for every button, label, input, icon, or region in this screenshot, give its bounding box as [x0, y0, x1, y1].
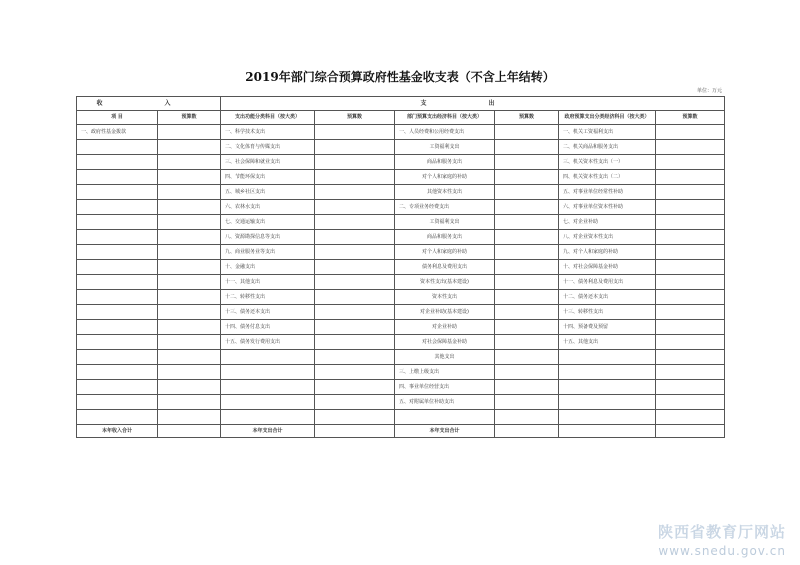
budget-value: [656, 215, 725, 230]
budget-value: [495, 140, 559, 155]
table-row: [77, 320, 725, 335]
income-item: [77, 185, 158, 200]
budget-value: [656, 125, 725, 140]
table-row: [77, 215, 725, 230]
gov-econ-item: [559, 350, 656, 365]
income-item: [77, 290, 158, 305]
budget-value: [158, 140, 221, 155]
budget-value: [315, 275, 395, 290]
income-item: [77, 215, 158, 230]
income-item: [77, 200, 158, 215]
budget-value: [158, 335, 221, 350]
budget-value: [495, 290, 559, 305]
budget-value: [656, 380, 725, 395]
dept-econ-item: 工资福利支出: [395, 215, 495, 230]
table-row: [77, 395, 725, 410]
budget-value: [495, 155, 559, 170]
budget-value: [158, 380, 221, 395]
budget-value: [315, 215, 395, 230]
income-total-value: [158, 425, 221, 438]
budget-value: [315, 155, 395, 170]
budget-value: [495, 335, 559, 350]
col-func-header: 支出功能分类科目（按大类）: [221, 111, 315, 125]
budget-table: [76, 96, 725, 438]
budget-value: [495, 350, 559, 365]
budget-value: [495, 170, 559, 185]
gov-econ-item: 九、对个人和家庭的补助: [559, 245, 656, 260]
budget-value: [495, 305, 559, 320]
budget-value: [656, 140, 725, 155]
budget-value: [158, 230, 221, 245]
dept-econ-item: 工资福利支出: [395, 140, 495, 155]
budget-value: [656, 185, 725, 200]
budget-value: [656, 335, 725, 350]
col-gov-econ-header: 政府预算支出分类经济科目（按大类）: [559, 111, 656, 125]
gov-econ-item: 七、对企业补助: [559, 215, 656, 230]
empty-cell: [656, 425, 725, 438]
gov-econ-item: [559, 395, 656, 410]
budget-value: [315, 200, 395, 215]
func-item: [221, 365, 315, 380]
income-total-label: 本年收入合计: [77, 425, 158, 438]
budget-value: [656, 305, 725, 320]
dept-econ-item: 对社会保障基金补助: [395, 335, 495, 350]
income-item: [77, 140, 158, 155]
budget-value: [656, 275, 725, 290]
income-item: 一、政府性基金拨款: [77, 125, 158, 140]
budget-value: [495, 125, 559, 140]
income-item: [77, 380, 158, 395]
gov-econ-item: 六、对事业单位资本性补助: [559, 200, 656, 215]
budget-value: [656, 410, 725, 425]
gov-econ-item: 五、对事业单位经常性补助: [559, 185, 656, 200]
dept-econ-item: [395, 410, 495, 425]
budget-value: [158, 245, 221, 260]
col-item-header: 项 目: [77, 111, 158, 125]
budget-value: [495, 200, 559, 215]
expense-section-header: [221, 97, 725, 111]
table-row: [77, 350, 725, 365]
budget-value: [495, 230, 559, 245]
budget-value: [495, 395, 559, 410]
income-item: [77, 230, 158, 245]
budget-value: [495, 185, 559, 200]
budget-value: [315, 140, 395, 155]
dept-econ-item: 对企业补助(基本建设): [395, 305, 495, 320]
col-budget-header: 预算数: [495, 111, 559, 125]
dept-econ-item: 二、专项业务经费支出: [395, 200, 495, 215]
func-item: 四、节能环保支出: [221, 170, 315, 185]
budget-value: [495, 260, 559, 275]
gov-econ-item: 十四、预备费及预留: [559, 320, 656, 335]
expense-total-value: [315, 425, 395, 438]
table-row: [77, 275, 725, 290]
income-item: [77, 170, 158, 185]
income-item: [77, 305, 158, 320]
column-header-row: [77, 111, 725, 125]
budget-value: [158, 155, 221, 170]
col-dept-econ-header: 部门预算支出经济科目（按大类）: [395, 111, 495, 125]
budget-value: [315, 260, 395, 275]
table-row: [77, 410, 725, 425]
expense-total-value: [495, 425, 559, 438]
func-item: [221, 410, 315, 425]
func-item: 三、社会保障和就业支出: [221, 155, 315, 170]
func-item: 一、科学技术支出: [221, 125, 315, 140]
budget-value: [158, 290, 221, 305]
budget-value: [656, 155, 725, 170]
func-item: 七、交通运输支出: [221, 215, 315, 230]
budget-value: [656, 245, 725, 260]
budget-value: [315, 305, 395, 320]
budget-value: [315, 410, 395, 425]
col-budget-header: 预算数: [315, 111, 395, 125]
budget-value: [495, 365, 559, 380]
func-item: 五、城乡社区支出: [221, 185, 315, 200]
gov-econ-item: [559, 380, 656, 395]
table-row: [77, 125, 725, 140]
table-row: [77, 305, 725, 320]
func-item: 十三、债务还本支出: [221, 305, 315, 320]
budget-value: [315, 380, 395, 395]
dept-econ-item: 三、上缴上级支出: [395, 365, 495, 380]
dept-econ-item: 资本性支出(基本建设): [395, 275, 495, 290]
table-row: [77, 155, 725, 170]
budget-value: [656, 350, 725, 365]
func-item: [221, 380, 315, 395]
watermark-url: www.snedu.gov.cn: [658, 544, 786, 558]
budget-value: [656, 200, 725, 215]
dept-econ-item: 对个人和家庭的补助: [395, 170, 495, 185]
col-budget-header: 预算数: [656, 111, 725, 125]
budget-value: [315, 245, 395, 260]
budget-value: [656, 260, 725, 275]
table-row: [77, 290, 725, 305]
budget-value: [315, 335, 395, 350]
budget-value: [158, 275, 221, 290]
col-budget-header: 预算数: [158, 111, 221, 125]
budget-value: [495, 320, 559, 335]
income-item: [77, 260, 158, 275]
budget-value: [158, 350, 221, 365]
budget-value: [656, 230, 725, 245]
dept-econ-item: 五、对附属单位补助支出: [395, 395, 495, 410]
income-item: [77, 320, 158, 335]
budget-value: [158, 365, 221, 380]
func-item: [221, 350, 315, 365]
unit-label: 单位：万元: [696, 88, 722, 94]
budget-value: [158, 410, 221, 425]
gov-econ-item: [559, 410, 656, 425]
func-item: 六、农林水支出: [221, 200, 315, 215]
budget-value: [315, 185, 395, 200]
expense-total-label: 本年支出合计: [221, 425, 315, 438]
func-item: 二、文化体育与传媒支出: [221, 140, 315, 155]
budget-value: [315, 230, 395, 245]
table-row: [77, 230, 725, 245]
budget-value: [158, 185, 221, 200]
section-header-row: [77, 97, 725, 111]
watermark-name: 陕西省教育厅网站: [657, 523, 786, 541]
gov-econ-item: 十一、债务利息及费用支出: [559, 275, 656, 290]
gov-econ-item: 四、机关资本性支出（二）: [559, 170, 656, 185]
budget-value: [158, 305, 221, 320]
table-row: [77, 185, 725, 200]
total-row: [77, 425, 725, 438]
dept-econ-item: 四、事业单位经营支出: [395, 380, 495, 395]
page-title: 2019年部门综合预算政府性基金收支表（不含上年结转）: [245, 70, 555, 84]
budget-value: [495, 215, 559, 230]
dept-econ-item: 一、人员经费和公用经费支出: [395, 125, 495, 140]
table-row: [77, 335, 725, 350]
budget-value: [158, 125, 221, 140]
budget-value: [656, 320, 725, 335]
func-item: 八、资源勘探信息等支出: [221, 230, 315, 245]
dept-econ-item: 对企业补助: [395, 320, 495, 335]
gov-econ-item: 十三、转移性支出: [559, 305, 656, 320]
func-item: 十四、债务付息支出: [221, 320, 315, 335]
budget-value: [656, 170, 725, 185]
func-item: [221, 395, 315, 410]
func-item: 十二、转移性支出: [221, 290, 315, 305]
gov-econ-item: 十五、其他支出: [559, 335, 656, 350]
func-item: 十、金融支出: [221, 260, 315, 275]
table-row: [77, 170, 725, 185]
gov-econ-item: [559, 365, 656, 380]
income-item: [77, 155, 158, 170]
budget-value: [315, 170, 395, 185]
budget-value: [495, 245, 559, 260]
gov-econ-item: 一、机关工资福利支出: [559, 125, 656, 140]
gov-econ-item: 十二、债务还本支出: [559, 290, 656, 305]
budget-value: [158, 320, 221, 335]
dept-econ-item: 资本性支出: [395, 290, 495, 305]
func-item: 九、商业服务业等支出: [221, 245, 315, 260]
budget-value: [315, 395, 395, 410]
income-item: [77, 410, 158, 425]
income-section-header: [77, 97, 221, 111]
table-row: [77, 365, 725, 380]
budget-value: [158, 170, 221, 185]
budget-value: [656, 365, 725, 380]
income-item: [77, 350, 158, 365]
gov-econ-item: 三、机关资本性支出（一）: [559, 155, 656, 170]
budget-value: [495, 380, 559, 395]
budget-value: [158, 260, 221, 275]
income-item: [77, 365, 158, 380]
budget-value: [495, 410, 559, 425]
func-item: 十一、其他支出: [221, 275, 315, 290]
dept-econ-item: 商品和服务支出: [395, 155, 495, 170]
gov-econ-item: 二、机关商品和服务支出: [559, 140, 656, 155]
budget-value: [495, 275, 559, 290]
table-row: [77, 140, 725, 155]
gov-econ-item: 十、对社会保障基金补助: [559, 260, 656, 275]
budget-value: [315, 350, 395, 365]
expense-total-label: 本年支出合计: [395, 425, 495, 438]
budget-value: [158, 395, 221, 410]
dept-econ-item: 债务利息及费用支出: [395, 260, 495, 275]
income-item: [77, 275, 158, 290]
expense-label: 支 出: [420, 100, 525, 107]
table-row: [77, 380, 725, 395]
dept-econ-item: 其他支出: [395, 350, 495, 365]
dept-econ-item: 其他资本性支出: [395, 185, 495, 200]
budget-value: [315, 320, 395, 335]
income-item: [77, 335, 158, 350]
budget-value: [656, 290, 725, 305]
budget-value: [158, 215, 221, 230]
empty-cell: [559, 425, 656, 438]
budget-value: [315, 125, 395, 140]
table-row: [77, 200, 725, 215]
dept-econ-item: 对个人和家庭的补助: [395, 245, 495, 260]
gov-econ-item: 八、对企业资本性支出: [559, 230, 656, 245]
table-row: [77, 260, 725, 275]
income-item: [77, 245, 158, 260]
income-item: [77, 395, 158, 410]
budget-value: [315, 365, 395, 380]
func-item: 十五、债务发行费用支出: [221, 335, 315, 350]
budget-value: [315, 290, 395, 305]
income-label: 收 入: [96, 100, 201, 107]
table-row: [77, 245, 725, 260]
budget-value: [656, 395, 725, 410]
site-watermark: [658, 521, 786, 558]
budget-value: [158, 200, 221, 215]
dept-econ-item: 商品和服务支出: [395, 230, 495, 245]
